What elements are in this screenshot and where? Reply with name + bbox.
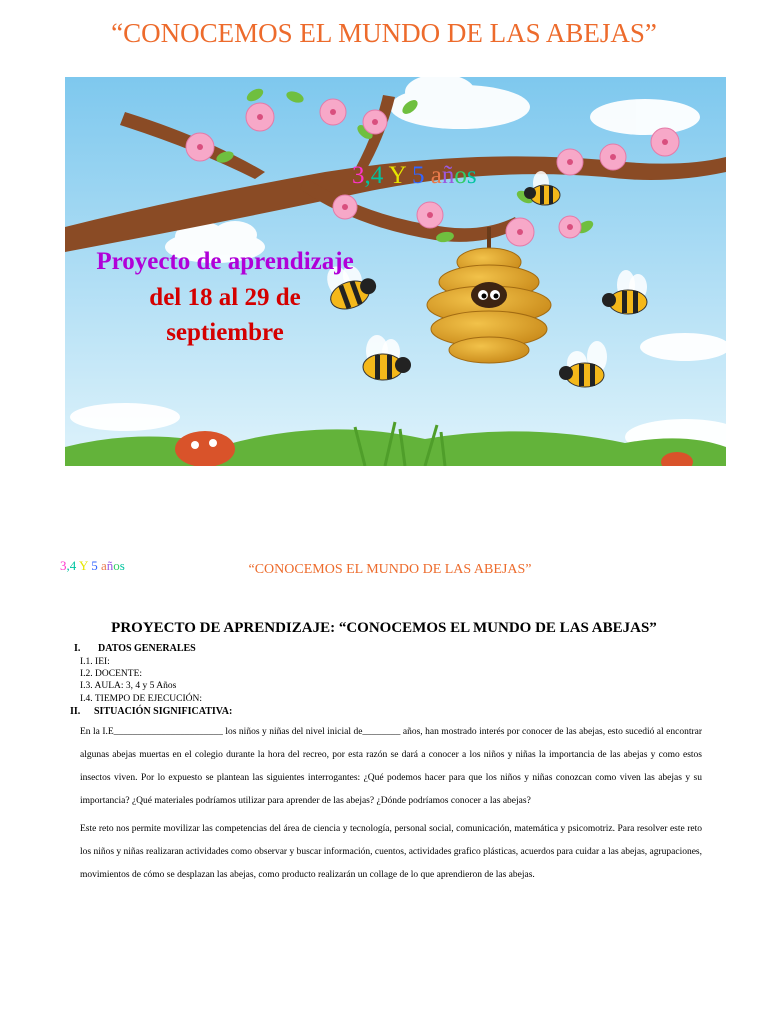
cover-dates-line: del 18 al 29 de bbox=[149, 284, 301, 311]
doc-heading: PROYECTO DE APRENDIZAJE: “CONOCEMOS EL MUNDO DE LAS ABEJAS” bbox=[111, 620, 657, 636]
section-number: II. bbox=[70, 706, 81, 717]
bee-illustration bbox=[65, 77, 726, 466]
doc-ages: 3,4 Y 5 años bbox=[60, 558, 125, 573]
cover-ages: 3,4 Y 5 años bbox=[352, 162, 477, 189]
cover-month-line: septiembre bbox=[166, 319, 284, 346]
doc-subtitle: “CONOCEMOS EL MUNDO DE LAS ABEJAS” bbox=[248, 562, 532, 577]
section-datos-generales bbox=[74, 643, 196, 654]
section-number: I. bbox=[74, 643, 81, 654]
datos-item-tiempo: I.4. TIEMPO DE EJECUCIÓN: bbox=[80, 694, 203, 704]
section-situacion bbox=[70, 706, 232, 717]
paragraph-situacion: En la I.E_______________________ los niños y niñas del nivel inicial de________ años, han mostrado interés por conocer de las abejas, esto sucedió al encontrar algunas abejas muertas en el colegio durante la hora del recreo, por esta razón se dará a conocer a los niños y niñas la importancia de las abejas y como estos insectos viven. Por lo expuesto se plantean las siguientes interrogantes: ¿Qué podemos hacer para que los niños y niñas conozcan como viven las abejas y su importancia? ¿Qué materiales podríamos utilizar para aprender de las abejas? ¿Dónde podríamos conocer a las abejas? bbox=[80, 727, 702, 806]
datos-item-iei: I.1. IEI: bbox=[80, 657, 110, 667]
section-title: SITUACIÓN SIGNIFICATIVA: bbox=[94, 706, 233, 717]
cover-title: “CONOCEMOS EL MUNDO DE LAS ABEJAS” bbox=[111, 18, 657, 48]
datos-item-aula: I.3. AULA: 3, 4 y 5 Años bbox=[80, 681, 177, 691]
datos-item-docente: I.2. DOCENTE: bbox=[80, 669, 143, 679]
cover-project-line: Proyecto de aprendizaje bbox=[96, 248, 354, 275]
section-title: DATOS GENERALES bbox=[98, 643, 196, 654]
paragraph-reto: Este reto nos permite movilizar las competencias del área de ciencia y tecnología, personal social, comunicación, matemática y psicomotriz. Para resolver este reto los niños y niñas realizaran actividades como observar y buscar información, cuentos, actividades grafico plásticas, acuerdos para cuidar a las abejas, agrupaciones, movimientos de cómo se desplazan las abejas, como producto realizarán un collage de lo que aprendieron de las abejas. bbox=[80, 824, 703, 880]
